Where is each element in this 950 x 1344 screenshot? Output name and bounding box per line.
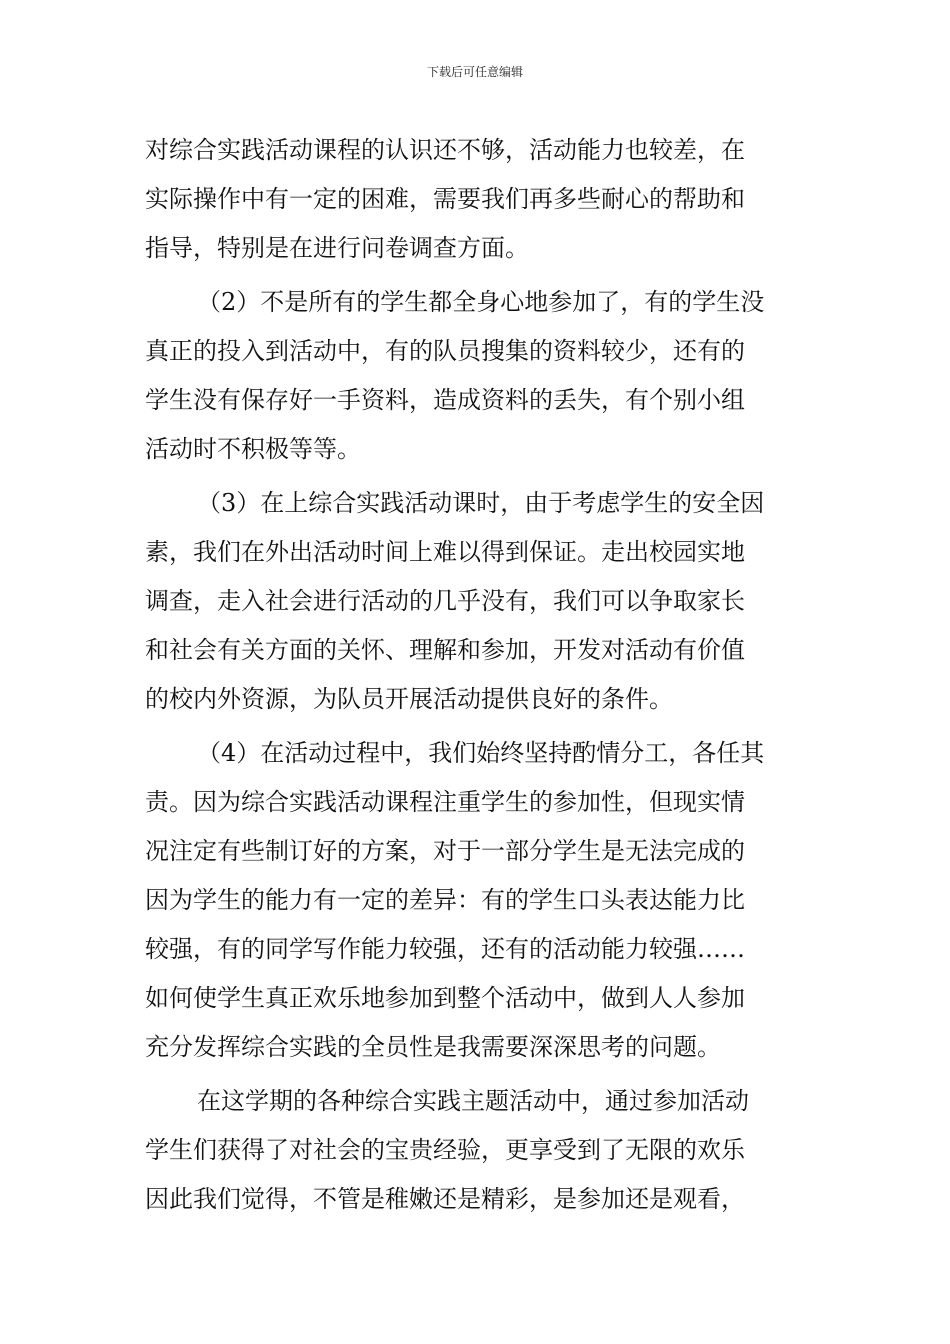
text-line: （3）在上综合实践活动课时，由于考虑学生的安全因 (197, 489, 765, 517)
text-line: 因为学生的能力有一定的差异：有的学生口头表达能力比 (145, 886, 745, 914)
text-line: 充分发挥综合实践的全员性是我需要深深思考的问题。 (145, 1033, 721, 1061)
text-line: 学生们获得了对社会的宝贵经验，更享受到了无限的欢乐 (145, 1136, 745, 1164)
text-line: 实际操作中有一定的困难，需要我们再多些耐心的帮助和 (145, 185, 745, 213)
text-line: 较强，有的同学写作能力较强，还有的活动能力较强…… (145, 935, 745, 963)
text-line: （2）不是所有的学生都全身心地参加了，有的学生没 (197, 288, 765, 316)
paragraph-5 (145, 1077, 810, 1224)
text-line: 况注定有些制订好的方案，对于一部分学生是无法完成的 (145, 837, 745, 865)
document-body (145, 126, 810, 1224)
text-line: 和社会有关方面的关怀、理解和参加，开发对活动有价值 (145, 636, 745, 664)
text-line: 对综合实践活动课程的认识还不够，活动能力也较差，在 (145, 136, 745, 164)
paragraph-3 (145, 479, 810, 724)
text-line: 真正的投入到活动中，有的队员搜集的资料较少，还有的 (145, 337, 745, 365)
text-line: 在这学期的各种综合实践主题活动中，通过参加活动 (197, 1087, 749, 1115)
paragraph-1 (145, 126, 810, 273)
text-line: 活动时不积极等等。 (145, 435, 361, 463)
text-line: 素，我们在外出活动时间上难以得到保证。走出校园实地 (145, 538, 745, 566)
text-line: 如何使学生真正欢乐地参加到整个活动中，做到人人参加 (145, 984, 745, 1012)
page-header: 下载后可任意编辑 (426, 65, 523, 79)
paragraph-2 (145, 278, 810, 474)
text-line: 责。因为综合实践活动课程注重学生的参加性，但现实情 (145, 788, 745, 816)
text-line: 因此我们觉得，不管是稚嫩还是精彩，是参加还是观看， (145, 1185, 745, 1213)
text-line: 学生没有保存好一手资料，造成资料的丢失，有个别小组 (145, 386, 745, 414)
text-line: 的校内外资源，为队员开展活动提供良好的条件。 (145, 685, 673, 713)
text-line: （4）在活动过程中，我们始终坚持酌情分工，各任其 (197, 739, 765, 767)
paragraph-4 (145, 729, 810, 1072)
text-line: 指导，特别是在进行问卷调查方面。 (145, 234, 529, 262)
text-line: 调查，走入社会进行活动的几乎没有，我们可以争取家长 (145, 587, 745, 615)
